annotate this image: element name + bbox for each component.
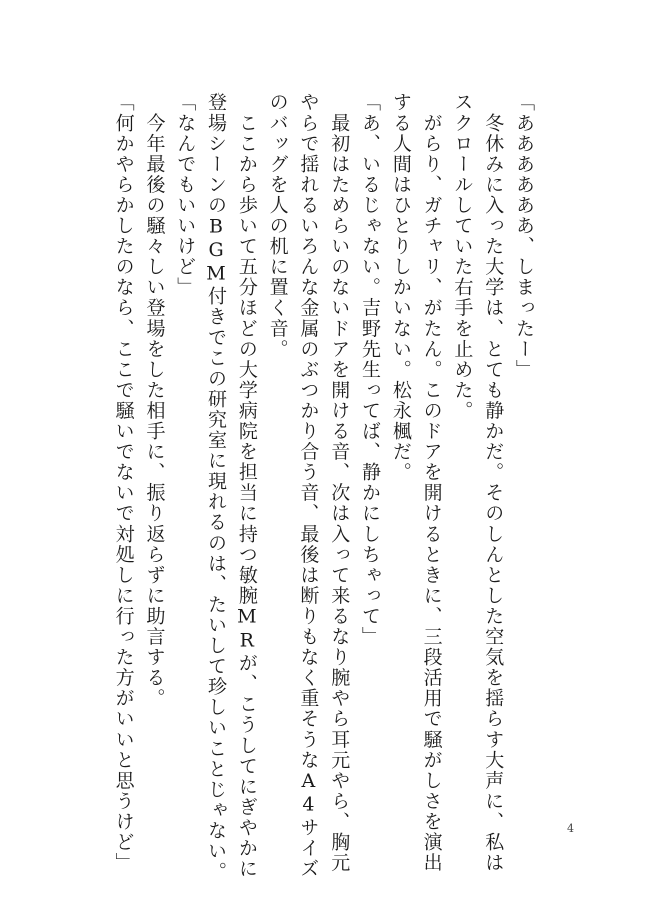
text-line: スクロールしていた右手を止めた。	[451, 92, 474, 421]
text-line: ここから歩いて五分ほどの大学病院を担当に持つ敏腕MRが、こうしてにぎやかに	[235, 92, 258, 879]
text-line: がらり、ガチャリ、がたん。このドアを開けるときに、三段活用で騒がしさを演出	[420, 92, 443, 873]
text-line: 「何かやらかしたのなら、ここで騒いでないで対処しに行った方がいいと思うけど」	[112, 92, 135, 873]
text-line: 冬休みに入った大学は、とても静かだ。そのしんとした空気を揺らす大声に、私は	[482, 92, 505, 873]
text-line: 「ああああああ、しまったー」	[513, 92, 535, 380]
text-line: 登場シーンのBGM付きでこの研究室に現れるのは、たいして珍しいことじゃない。	[205, 92, 228, 882]
text-line: 最初はためらいのないドアを開ける音、次は入って来るなり腕やら耳元やら、胸元	[328, 92, 351, 873]
text-line: 「あ、いるじゃない。吉野先生ってば、静かにしちゃって」	[359, 92, 382, 647]
text-line: 「なんでもいいけど」	[174, 92, 197, 298]
page-number: 4	[567, 822, 574, 835]
text-line: する人間はひとりしかいない。松永楓だ。	[389, 92, 412, 483]
text-line: のバッグを人の机に置く音。	[266, 92, 289, 360]
text-line: やらで揺れるいろんな金属のぶつかり合う音、最後は断りもなく重そうなA4サイズ	[297, 92, 320, 879]
vertical-text-body	[108, 92, 539, 882]
text-line: 今年最後の騒々しい登場をした相手に、振り返らずに助言する。	[143, 92, 166, 709]
